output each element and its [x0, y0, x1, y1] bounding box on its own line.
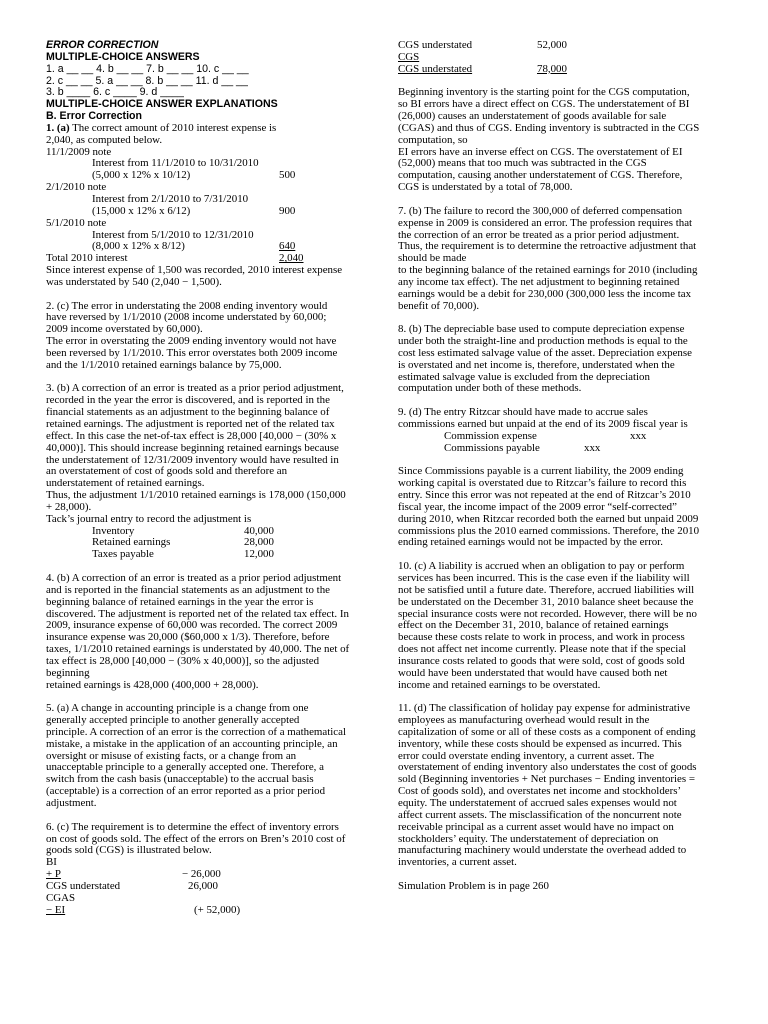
cgs-understated-amount: 26,000	[188, 879, 218, 892]
doc-title: ERROR CORRECTION	[46, 39, 159, 51]
q8-line: cost less estimated salvage value of the asset. Depreciation expense	[398, 346, 692, 359]
cgs-summary-row	[398, 40, 724, 52]
q4-line: and is reported in the financial statements as an adjustment to the	[46, 583, 330, 596]
q11-line: inventory, while these costs should be expensed as incurred. This	[398, 737, 682, 750]
answer-key-row: 1. a __ __ 4. b __ __ 7. b __ __ 10. c __ __	[46, 62, 249, 75]
q11-line: sold (Beginning inventories + Net purchases − Ending inventories =	[398, 773, 695, 786]
q5-line: 5. (a) A change in accounting principle is a change from one	[46, 702, 309, 715]
q4-explanation	[46, 573, 370, 691]
q3-line: Thus, the adjustment 1/1/2010 retained earnings is 178,000 (150,000	[46, 489, 346, 502]
q2-line: 2. (c) The error in understating the 2008 ending inventory would	[46, 299, 328, 312]
q1-intro	[46, 123, 370, 135]
q4-line: discovered. The adjustment is reported net of the related tax effect. In	[46, 607, 349, 620]
q3-line: 3. (b) A correction of an error is treated as a prior period adjustment,	[46, 382, 344, 395]
answer-key-row: 2. c __ __ 5. a __ __ 8. b __ __ 11. d __ __	[46, 74, 248, 87]
cgs-understated-label: CGS understated	[46, 879, 121, 892]
q7-line: should be made	[398, 252, 467, 265]
bi-line: computation, causing another understatement of CGS. Therefore,	[398, 169, 683, 182]
q11-line: inventories, a current asset.	[398, 856, 517, 869]
q10-line: because these costs relate to work in process, and work in process	[398, 631, 685, 644]
q2-line: and the 1/1/2010 retained earnings balance by 75,000.	[46, 358, 282, 371]
q5-line: mistake, a mistake in the application of an accounting principle, an	[46, 737, 338, 750]
q1-text: The correct amount of 2010 interest expense is	[69, 121, 277, 134]
q3-line: understatement of retained earnings.	[46, 477, 205, 490]
bi-line: (26,000) causes an understatement of goods available for sale	[398, 110, 667, 123]
bi-line: (CGAS) and thus of CGS. Ending inventory is subtracted in the CGS	[398, 121, 700, 134]
q4-line: tax effect is 28,000 [40,000 − (30% x 40,000)], so the adjusted	[46, 654, 320, 667]
q3-line: recorded in the year the error is discovered, and is reported in the	[46, 394, 330, 407]
q4-line: 2009, insurance expense of 60,000 was recorded. The correct 2009	[46, 619, 338, 632]
q9-line: fiscal year, the income impact of the 2009 error “self-corrected”	[398, 500, 677, 513]
q8-explanation	[398, 324, 724, 395]
q1-amount: 640	[279, 240, 296, 253]
q6-line: 6. (c) The requirement is to determine the effect of inventory errors	[46, 820, 339, 833]
account-name: Retained earnings	[92, 536, 171, 549]
bi-line: Beginning inventory is the starting point for the CGS computation,	[398, 86, 690, 99]
mc-answers-heading: MULTIPLE-CHOICE ANSWERS	[46, 50, 200, 63]
q1-total-row	[46, 253, 370, 265]
q3-line: the understatement of 12/31/2009 inventory would have resulted in	[46, 453, 339, 466]
cgs-ei-label: − EI	[46, 903, 66, 916]
q3-line: Tack’s journal entry to record the adjustment is	[46, 512, 252, 525]
q6-explanation	[46, 822, 370, 917]
q2-line: The error in overstating the 2009 ending inventory would not have	[46, 335, 337, 348]
q9-line: commissions plus the 2010 earned commissions. Therefore, the 2010	[398, 524, 700, 537]
q2-explanation	[46, 301, 370, 372]
q1-note-label: 11/1/2009 note	[46, 145, 112, 158]
q5-line: unacceptable principle to a generally accepted one. Therefore, a	[46, 761, 324, 774]
q7-explanation	[398, 206, 724, 313]
q11-line: manufacturing machinery would understate the overhead added to	[398, 844, 687, 857]
q10-line: be understated on the December 31, 2010 balance sheet because the	[398, 595, 694, 608]
q4-line: beginning	[46, 666, 90, 679]
answer-key-row: 3. b ____ 6. c ____ 9. d ____	[46, 86, 184, 99]
bi-line: so BI errors have a direct effect on CGS. The understatement of BI	[398, 98, 690, 111]
q11-line: stockholders’ equity. The understatement of depreciation on	[398, 832, 659, 845]
cgs-summary-label: CGS understated	[398, 62, 473, 75]
q1-note-label: 2/1/2010 note	[46, 181, 107, 194]
q11-line: Cost of goods sold), and overstates net income and stockholders’	[398, 785, 682, 798]
section-heading: B. Error Correction	[46, 110, 142, 123]
right-column	[398, 40, 724, 893]
q1-calc-row	[46, 170, 370, 182]
q1-text-2: 2,040, as computed below.	[46, 133, 163, 146]
q5-line: oversight or misuse of existing facts, or a change from an	[46, 749, 297, 762]
account-name: Taxes payable	[92, 548, 154, 561]
cgs-summary-label: CGS	[398, 50, 420, 63]
q7-line: 7. (b) The failure to record the 300,000 of deferred compensation	[398, 204, 683, 217]
q7-line: earnings would be a debit for 230,000 (300,000 less the income tax	[398, 287, 692, 300]
q11-line: receivable principal as a current asset would have no impact on	[398, 820, 674, 833]
q9-entry-account: Commission expense	[444, 429, 537, 442]
q1-calc: (8,000 x 12% x 8/12)	[92, 240, 185, 253]
explanations-heading: MULTIPLE-CHOICE ANSWER EXPLANATIONS	[46, 98, 278, 111]
entry-amount: 28,000	[244, 536, 274, 549]
q1-interest-line: Interest from 11/1/2010 to 10/31/2010	[92, 157, 259, 170]
q1-total-amount: 2,040	[279, 252, 304, 265]
q1-interest-line: Interest from 5/1/2010 to 12/31/2010	[92, 228, 254, 241]
bi-line: CGS is understated by a total of 78,000.	[398, 181, 573, 194]
q8-line: computation under both of these methods.	[398, 382, 582, 395]
q3-line: + 28,000).	[46, 500, 92, 513]
q10-line: insurance costs related to goods that were sold, cost of goods sold	[398, 654, 685, 667]
q1-note-label: 5/1/2010 note	[46, 216, 107, 229]
journal-entry-row	[46, 549, 370, 561]
cgs-summary-label: CGS understated	[398, 39, 473, 51]
cgs-understated-row	[46, 881, 370, 893]
cgas-label: CGAS	[46, 891, 76, 904]
q11-line: equity. The understatement of accrued sales expenses would not	[398, 797, 677, 809]
bi-line: (52,000) means that too much was subtracted in the CGS	[398, 157, 647, 170]
q1-close: )	[65, 121, 70, 134]
cgs-bi-label: BI	[46, 856, 57, 869]
q1-answer: a	[60, 121, 66, 134]
q9-line: 9. (d) The entry Ritzcar should have made to accrue sales	[398, 406, 648, 419]
q2-line: been reversed by 1/1/2010. This error overstates both 2009 income	[46, 346, 338, 359]
q3-line: 40,000)]. This should increase beginning retained earnings because	[46, 441, 339, 454]
q11-line: error could overstate ending inventory, a current asset. The	[398, 749, 655, 762]
q5-line: generally accepted principle to another generally accepted	[46, 714, 300, 727]
q11-line: employees as manufacturing overhead would result in the	[398, 714, 650, 727]
q10-line: does not affect net income currently. Please note that if the special	[398, 643, 687, 656]
q8-line: 8. (b) The depreciable base used to compute depreciation expense	[398, 323, 685, 336]
q9-entry-amount: xxx	[630, 429, 647, 442]
bi-line: computation, so	[398, 133, 468, 146]
q7-line: to the beginning balance of the retained earnings for 2010 (including	[398, 264, 698, 277]
q9-line: working capital is overstated due to Ritzcar’s failure to record this	[398, 477, 687, 490]
q9-line: during 2010, when Ritzcar recorded both the earned but unpaid 2009	[398, 512, 699, 525]
q9-entry-row	[398, 443, 724, 455]
q7-line: any income tax effect). The net adjustment to beginning retained	[398, 275, 680, 288]
q5-line: switch from the cash basis (unacceptable) to the accrual basis	[46, 773, 314, 786]
q10-line: income and retained earnings to be overstated.	[398, 678, 601, 691]
q9-explanation	[398, 407, 724, 549]
q10-line: effect on the December 31, 2010, balance of retained earnings	[398, 619, 669, 632]
q4-line: 4. (b) A correction of an error is treated as a prior period adjustment	[46, 571, 342, 584]
footer-note: Simulation Problem is in page 260	[398, 879, 549, 892]
q5-explanation	[46, 703, 370, 810]
q6-line: goods sold (CGS) is illustrated below.	[46, 844, 212, 857]
q11-line: affect current assets. The misclassification of the noncurrent note	[398, 808, 682, 821]
q6-line: on cost of goods sold. The effect of the errors on Bren’s 2010 cost of	[46, 832, 346, 845]
q3-line: financial statements as an adjustment to the beginning balance of	[46, 406, 330, 419]
q3-line: effect. In this case the net-of-tax effect is 28,000 [40,000 − (30% x	[46, 429, 337, 442]
cgs-summary-amount: 78,000	[537, 62, 567, 75]
cgs-summary-amount: 52,000	[537, 39, 567, 51]
q10-explanation	[398, 561, 724, 691]
q11-line: overstatement of ending inventory also understates the cost of goods	[398, 761, 697, 774]
bi-line: EI errors have an inverse effect on CGS. The overstatement of EI	[398, 145, 683, 158]
q5-line: (acceptable) is a correction of an error reported as a prior period	[46, 785, 326, 798]
q4-line: insurance expense was 20,000 ($60,000 x 1/3). Therefore, before	[46, 631, 330, 644]
q5-line: principle. A correction of an error is the correction of a mathematical	[46, 725, 346, 738]
q11-line: capitalization of some or all of these costs as a component of ending	[398, 725, 696, 738]
q8-line: estimated salvage value is excluded from the depreciation	[398, 370, 650, 383]
entry-amount: 12,000	[244, 548, 274, 561]
q1-calc-row	[46, 206, 370, 218]
q1-conclusion: Since interest expense of 1,500 was recorded, 2010 interest expense	[46, 264, 343, 277]
q10-line: special insurance costs were not recorded. However, there will be no	[398, 607, 697, 620]
left-column	[46, 40, 370, 916]
q3-line: an overstatement of cost of goods sold and therefore an	[46, 465, 288, 478]
q8-line: is overstated and net income is, therefore, understated when the	[398, 358, 675, 371]
q10-line: would have been understated that would have caused both net	[398, 666, 668, 679]
entry-amount: 40,000	[244, 524, 274, 537]
q7-line: benefit of 70,000).	[398, 299, 480, 312]
account-name: Inventory	[92, 524, 135, 537]
q9-line: ending retained earnings would not be impacted by the error.	[398, 536, 663, 549]
q9-entry-account: Commissions payable	[444, 441, 540, 454]
q7-line: Thus, the requirement is to determine the retroactive adjustment that	[398, 240, 697, 253]
q9-line: commissions earned but unpaid at the end of its 2009 fiscal year is	[398, 418, 688, 430]
q11-line: 11. (d) The classification of holiday pay expense for administrative	[398, 702, 691, 715]
q1-interest-line: Interest from 2/1/2010 to 7/31/2010	[92, 192, 249, 205]
cgs-p-label: + P	[46, 868, 61, 881]
q7-line: the correction of an error be treated as a prior period adjustment.	[398, 228, 680, 241]
cgs-ei-row	[46, 905, 370, 917]
q1-conclusion: was understated by 540 (2,040 − 1,500).	[46, 275, 222, 288]
q1-total-label: Total 2010 interest	[46, 252, 128, 265]
q4-line: taxes, 1/1/2010 retained earnings is understated by 40,000. The net of	[46, 643, 350, 656]
q3-line: retained earnings. The adjustment is reported net of the related tax	[46, 418, 335, 430]
q1-number: 1. (	[46, 121, 61, 134]
q4-line: beginning balance of retained earnings in the year the error is	[46, 595, 314, 608]
q10-line: 10. (c) A liability is accrued when an obligation to pay or perform	[398, 560, 685, 573]
bi-explanation	[398, 87, 724, 194]
q10-line: not be satisfied until a future date. Therefore, accrued liabilities will	[398, 583, 695, 596]
cgs-ei-amount: (+ 52,000)	[194, 903, 241, 916]
cgs-p-amount: − 26,000	[182, 868, 221, 881]
q2-line: have reversed by 1/1/2010 (2008 income understated by 60,000;	[46, 311, 327, 324]
q9-entry-amount: xxx	[584, 441, 601, 454]
q9-line: Since Commissions payable is a current liability, the 2009 ending	[398, 465, 684, 478]
cgs-summary-row	[398, 64, 724, 76]
q7-line: expense in 2009 is considered an error. The profession requires that	[398, 216, 693, 229]
q1-amount: 900	[279, 204, 296, 217]
q5-line: adjustment.	[46, 797, 97, 809]
q2-line: 2009 income overstated by 60,000).	[46, 323, 203, 336]
q1-calc: (5,000 x 12% x 10/12)	[92, 169, 191, 182]
q1-amount: 500	[279, 169, 296, 182]
q9-line: entry. Since this error was not repeated at the end of Ritzcar’s 2010	[398, 489, 691, 502]
q11-explanation	[398, 703, 724, 869]
q3-explanation	[46, 383, 370, 561]
q4-line: retained earnings is 428,000 (400,000 + 28,000).	[46, 678, 259, 691]
q10-line: services has been incurred. This is the case even if the liability will	[398, 571, 690, 584]
q1-calc: (15,000 x 12% x 6/12)	[92, 204, 191, 217]
q8-line: under both the straight-line and production methods is equal to the	[398, 335, 688, 348]
